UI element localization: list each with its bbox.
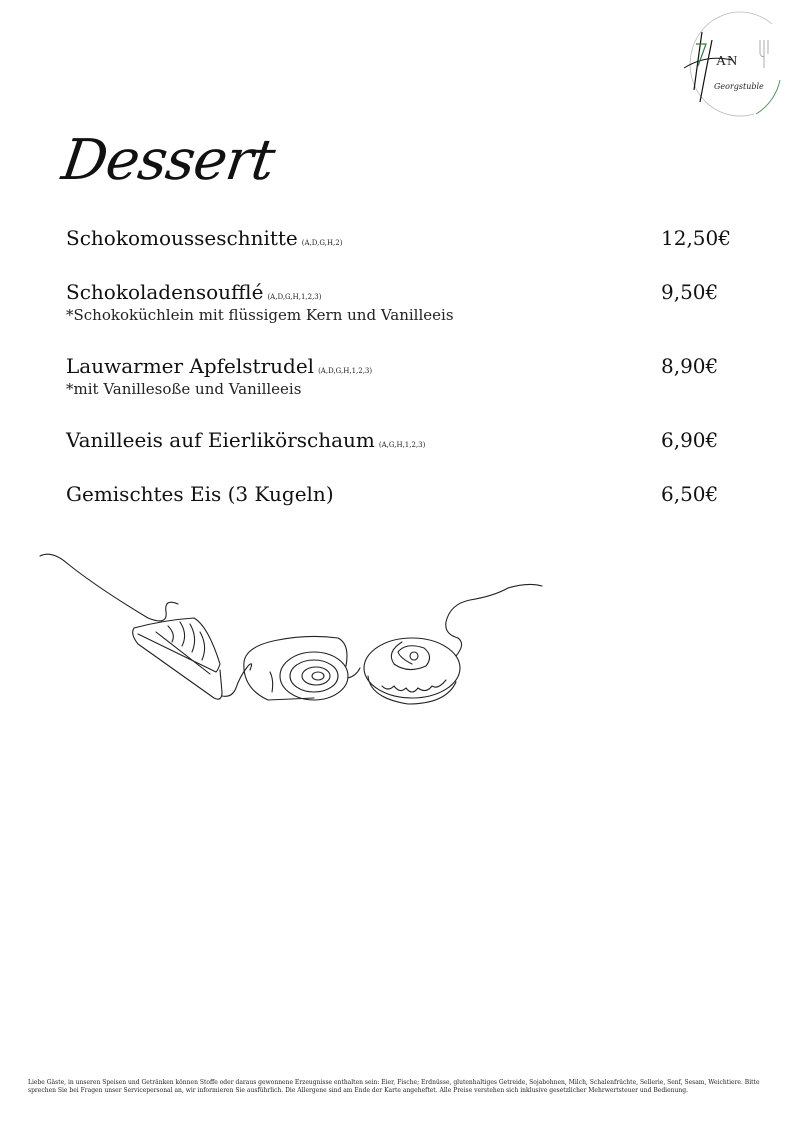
item-allergens: (A,D,G,H,1,2,3) [318,367,373,375]
page-title: Dessert [58,128,279,193]
menu-item [66,428,726,482]
dessert-menu [66,226,731,512]
item-allergens: (A,D,G,H,2) [301,239,343,247]
allergen-notice: Liebe Gäste, in unseren Speisen und Getränken können Stoffe oder daraus gewonnene Erzeugnisse enthalten sein: Eier, Fische; Erdnüsse, glutenhaltiges Getreide, Sojabohnen, Milch, Schalenfrüchte, Sellerie, Senf, Sesam, Weichtiere. Bitte sprechen Sie bei Fragen unser Servicepersonal an, wir informieren Sie ausführlich. Die Allergene sind am Ende der Karte angeheftet. Alle Preise verstehen sich inklusive gesetzlicher Mehrwertsteuer und Bedienung. [28,1079,760,1094]
menu-item [66,354,726,428]
item-name: Vanilleeis auf Eierlikörschaum (A,G,H,1,2,3) [66,428,426,452]
item-description: *Schokoküchlein mit flüssigem Kern und Vanilleeis [66,306,454,324]
item-price: 12,50€ [661,226,731,250]
item-name: Schokoladensoufflé (A,D,G,H,1,2,3) [66,280,322,304]
item-price: 6,90€ [661,428,719,452]
logo-letters: AN [716,54,739,69]
pastry-line-art-icon [38,548,548,708]
restaurant-logo [676,10,786,122]
item-name: Gemischtes Eis (3 Kugeln) [66,482,334,506]
menu-item [66,482,726,512]
menu-item [66,280,726,354]
item-price: 9,50€ [661,280,719,304]
item-name: Lauwarmer Apfelstrudel (A,D,G,H,1,2,3) [66,354,373,378]
item-allergens: (A,D,G,H,1,2,3) [267,293,322,301]
item-price: 6,50€ [661,482,719,506]
menu-item [66,226,731,280]
logo-script-text: Georgstuble [714,82,764,91]
item-price: 8,90€ [661,354,719,378]
item-description: *mit Vanillesoße und Vanilleeis [66,380,302,398]
item-allergens: (A,G,H,1,2,3) [378,441,426,449]
item-name: Schokomousseschnitte (A,D,G,H,2) [66,226,343,250]
